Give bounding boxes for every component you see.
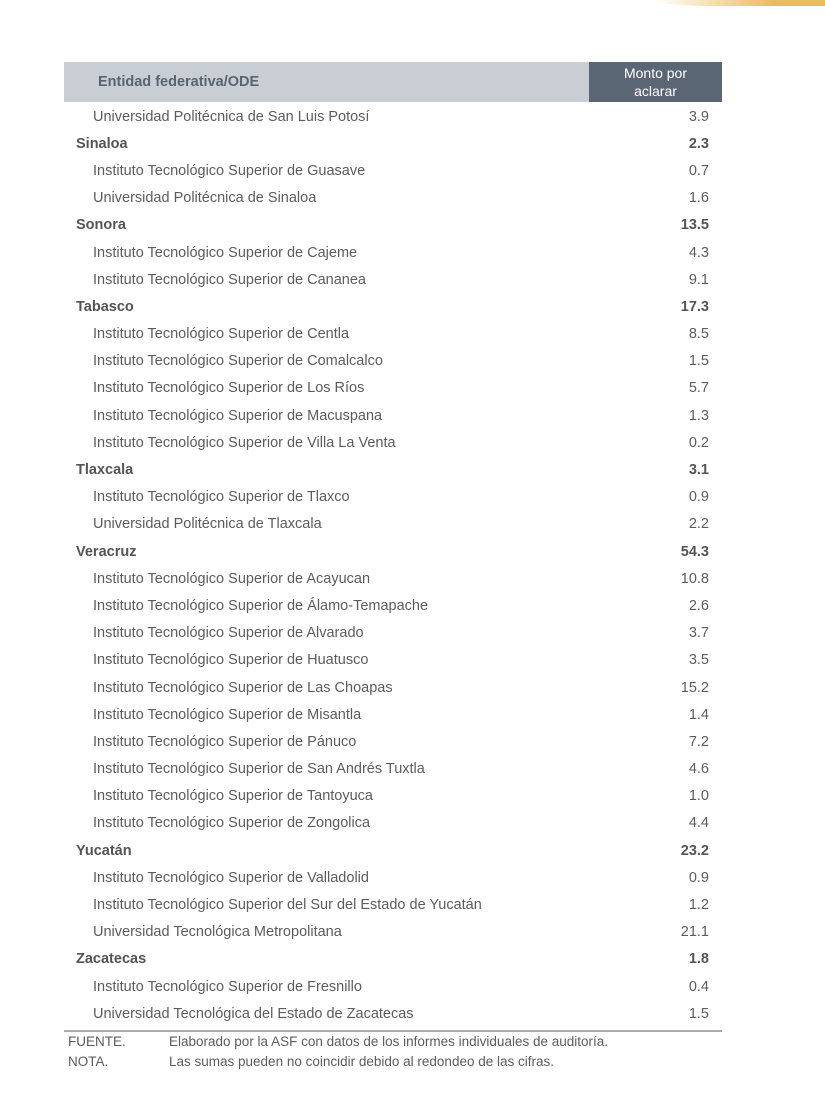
state-total: 23.2 — [680, 842, 709, 859]
table-group-row — [64, 538, 722, 565]
table-row — [64, 647, 722, 674]
institution-name: Instituto Tecnológico Superior de Tlaxco — [93, 489, 350, 506]
state-total: 2.3 — [688, 135, 709, 152]
note-text: Las sumas pueden no coincidir debido al redondeo de las cifras. — [169, 1053, 554, 1069]
amount-value: 1.4 — [688, 706, 709, 723]
institution-name: Instituto Tecnológico Superior de Álamo-Temapache — [93, 597, 429, 614]
amounts-table — [64, 62, 722, 1032]
amount-value: 2.2 — [688, 516, 709, 533]
table-group-row — [64, 456, 722, 483]
amount-value: 10.8 — [680, 570, 709, 587]
state-name: Sonora — [76, 217, 126, 234]
institution-name: Instituto Tecnológico Superior de San Andrés Tuxtla — [93, 761, 425, 778]
state-name: Sinaloa — [76, 135, 128, 152]
institution-name: Instituto Tecnológico Superior de Cajeme — [93, 244, 358, 261]
table-row — [64, 674, 722, 701]
amount-value: 7.2 — [688, 733, 709, 750]
table-group-row — [64, 293, 722, 320]
table-group-row — [64, 837, 722, 864]
table-row — [64, 565, 722, 592]
institution-name: Instituto Tecnológico Superior de Centla — [93, 326, 350, 343]
state-total: 17.3 — [680, 298, 709, 315]
state-name: Veracruz — [76, 543, 137, 560]
institution-name: Instituto Tecnológico Superior del Sur del Estado de Yucatán — [93, 897, 482, 914]
table-row — [64, 592, 722, 619]
table-row — [64, 810, 722, 837]
table-body — [64, 103, 722, 1027]
table-row — [64, 1000, 722, 1027]
amount-value: 3.7 — [688, 625, 709, 642]
table-row — [64, 375, 722, 402]
amount-value: 1.2 — [688, 897, 709, 914]
state-name: Zacatecas — [76, 951, 147, 968]
amount-value: 1.5 — [688, 353, 709, 370]
amount-value: 3.5 — [688, 652, 709, 669]
institution-name: Instituto Tecnológico Superior de Alvarado — [93, 625, 364, 642]
table-row — [64, 429, 722, 456]
amount-value: 4.4 — [688, 815, 709, 832]
institution-name: Universidad Tecnológica del Estado de Zacatecas — [93, 1005, 414, 1022]
amount-value: 21.1 — [680, 924, 709, 941]
table-row — [64, 620, 722, 647]
institution-name: Instituto Tecnológico Superior de Macuspana — [93, 407, 383, 424]
amount-value: 1.0 — [688, 788, 709, 805]
institution-name: Instituto Tecnológico Superior de Valladolid — [93, 869, 369, 886]
table-row — [64, 756, 722, 783]
institution-name: Instituto Tecnológico Superior de Pánuco — [93, 733, 357, 750]
institution-name: Universidad Politécnica de San Luis Potosí — [93, 108, 370, 125]
state-total: 13.5 — [680, 217, 709, 234]
institution-name: Instituto Tecnológico Superior de Los Ríos — [93, 380, 365, 397]
state-total: 54.3 — [680, 543, 709, 560]
table-row — [64, 728, 722, 755]
amount-value: 5.7 — [688, 380, 709, 397]
table-row — [64, 402, 722, 429]
institution-name: Instituto Tecnológico Superior de Cananea — [93, 271, 367, 288]
amount-value: 4.3 — [688, 244, 709, 261]
institution-name: Universidad Politécnica de Tlaxcala — [93, 516, 322, 533]
table-row — [64, 266, 722, 293]
table-notes — [68, 1031, 608, 1071]
state-name: Tlaxcala — [76, 462, 134, 479]
note-line — [68, 1051, 608, 1071]
table-row — [64, 511, 722, 538]
note-text: Elaborado por la ASF con datos de los informes individuales de auditoría. — [169, 1033, 609, 1049]
table-row — [64, 864, 722, 891]
state-name: Tabasco — [76, 298, 134, 315]
note-label: FUENTE. — [68, 1033, 126, 1049]
state-name: Yucatán — [76, 842, 132, 859]
corner-accent-decoration — [655, 0, 825, 6]
header-amount-line1: Monto por — [623, 65, 688, 81]
amount-value: 0.4 — [688, 978, 709, 995]
amount-value: 3.9 — [688, 108, 709, 125]
amount-value: 0.2 — [688, 434, 709, 451]
table-row — [64, 701, 722, 728]
amount-value: 4.6 — [688, 761, 709, 778]
amount-value: 15.2 — [680, 679, 709, 696]
institution-name: Universidad Politécnica de Sinaloa — [93, 190, 317, 207]
table-header — [64, 62, 722, 102]
table-row — [64, 239, 722, 266]
note-label: NOTA. — [68, 1053, 109, 1069]
table-row — [64, 783, 722, 810]
amount-value: 1.3 — [688, 407, 709, 424]
table-row — [64, 348, 722, 375]
table-row — [64, 891, 722, 918]
note-line — [68, 1031, 608, 1051]
table-group-row — [64, 946, 722, 973]
table-row — [64, 919, 722, 946]
table-row — [64, 484, 722, 511]
institution-name: Instituto Tecnológico Superior de Misantla — [93, 706, 362, 723]
table-row — [64, 103, 722, 130]
amount-value: 2.6 — [688, 597, 709, 614]
amount-value: 9.1 — [688, 271, 709, 288]
institution-name: Universidad Tecnológica Metropolitana — [93, 924, 342, 941]
state-total: 3.1 — [688, 462, 709, 479]
header-amount-line2: aclarar — [634, 83, 677, 99]
institution-name: Instituto Tecnológico Superior de Las Choapas — [93, 679, 393, 696]
institution-name: Instituto Tecnológico Superior de Zongolica — [93, 815, 371, 832]
institution-name: Instituto Tecnológico Superior de Comalcalco — [93, 353, 383, 370]
institution-name: Instituto Tecnológico Superior de Villa La Venta — [93, 434, 396, 451]
institution-name: Instituto Tecnológico Superior de Guasave — [93, 162, 366, 179]
table-group-row — [64, 130, 722, 157]
amount-value: 0.7 — [688, 162, 709, 179]
header-amount-label — [589, 62, 722, 102]
institution-name: Instituto Tecnológico Superior de Fresnillo — [93, 978, 362, 995]
header-entity-label: Entidad federativa/ODE — [98, 74, 260, 90]
institution-name: Instituto Tecnológico Superior de Acayucan — [93, 570, 371, 587]
amount-value: 0.9 — [688, 869, 709, 886]
institution-name: Instituto Tecnológico Superior de Huatusco — [93, 652, 369, 669]
table-row — [64, 157, 722, 184]
table-row — [64, 185, 722, 212]
amount-value: 1.6 — [688, 190, 709, 207]
amount-value: 8.5 — [688, 326, 709, 343]
table-group-row — [64, 212, 722, 239]
institution-name: Instituto Tecnológico Superior de Tantoyuca — [93, 788, 373, 805]
table-row — [64, 973, 722, 1000]
amount-value: 0.9 — [688, 489, 709, 506]
state-total: 1.8 — [688, 951, 709, 968]
amount-value: 1.5 — [688, 1005, 709, 1022]
table-row — [64, 321, 722, 348]
